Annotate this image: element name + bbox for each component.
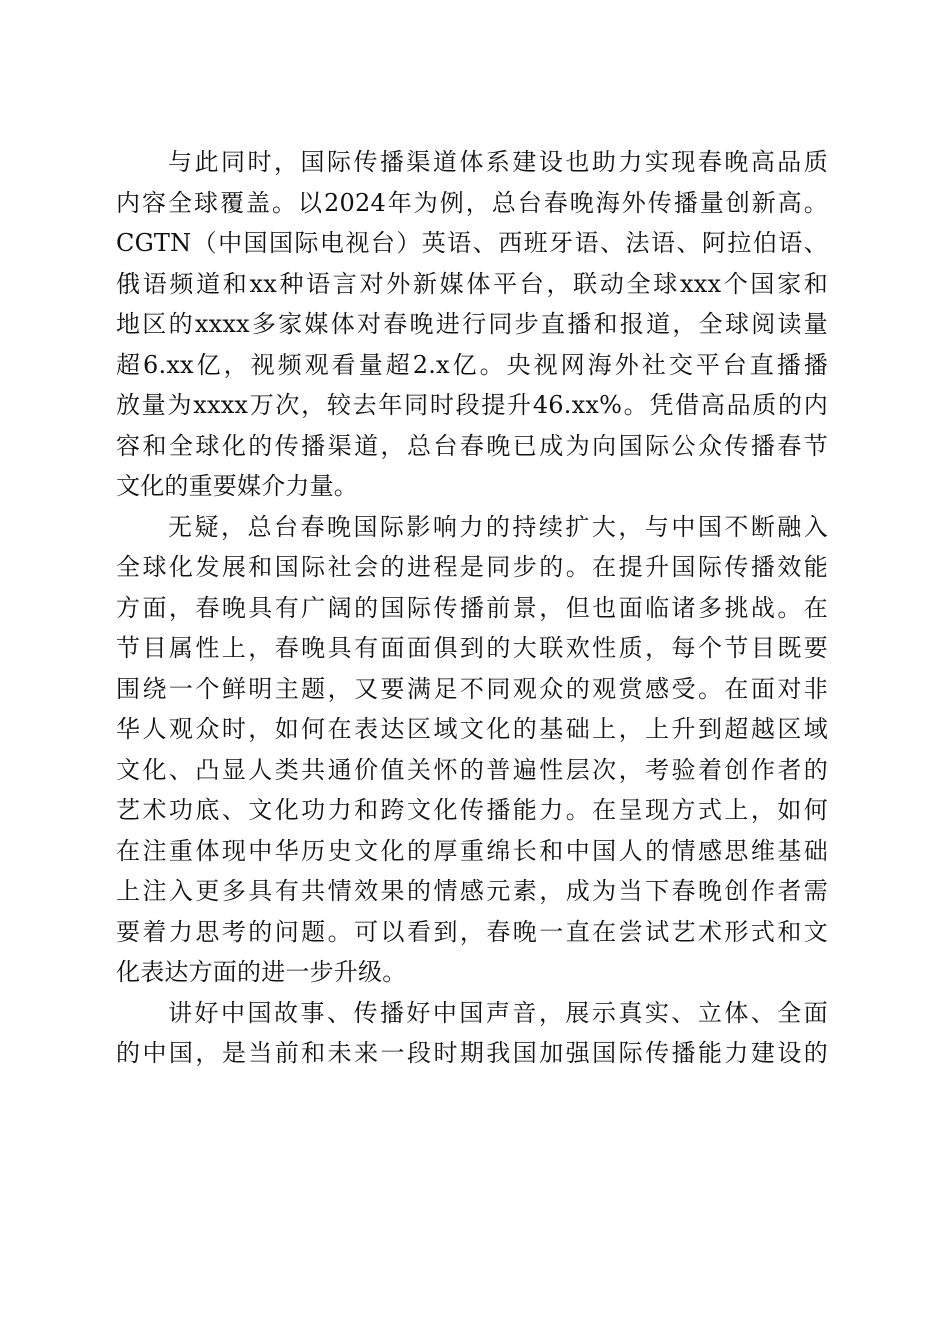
text-line: 上注入更多具有共情效果的情感元素，成为当下春晚创作者需	[116, 877, 828, 905]
text-line: 俄语频道和xx种语言对外新媒体平台，联动全球xxx个国家和	[116, 269, 828, 298]
text-line: 内容全球覆盖。以2024年为例，总台春晚海外传播量创新高。	[116, 188, 828, 217]
text-line: 文化的重要媒介力量。	[116, 472, 358, 500]
text-line: CGTN（中国国际电视台）英语、西班牙语、法语、阿拉伯语、	[116, 229, 828, 257]
paragraph-challenges	[116, 507, 828, 993]
paragraph-international-channels	[116, 142, 828, 507]
text-line: 容和全球化的传播渠道，总台春晚已成为向国际公众传播春节	[116, 431, 828, 460]
text-line: 节目属性上，春晚具有面面俱到的大联欢性质，每个节目既要	[116, 634, 828, 662]
text-line: 的中国，是当前和未来一段时期我国加强国际传播能力建设的	[116, 1039, 828, 1067]
text-line: 要着力思考的问题。可以看到，春晚一直在尝试艺术形式和文	[116, 917, 828, 946]
text-line: 无疑，总台春晚国际影响力的持续扩大，与中国不断融入	[168, 512, 828, 541]
text-line: 与此同时，国际传播渠道体系建设也助力实现春晚高品质	[168, 148, 828, 176]
text-line: 围绕一个鲜明主题，又要满足不同观众的观赏感受。在面对非	[116, 674, 828, 703]
body-text	[116, 142, 828, 1074]
text-line: 超6.xx亿，视频观看量超2.x亿。央视网海外社交平台直播播	[116, 350, 828, 379]
text-line: 讲好中国故事、传播好中国声音，展示真实、立体、全面	[168, 998, 828, 1027]
text-line: 华人观众时，如何在表达区域文化的基础上，上升到超越区域	[116, 715, 828, 743]
text-line: 地区的xxxx多家媒体对春晚进行同步直播和报道，全球阅读量	[116, 310, 828, 338]
text-line: 在注重体现中华历史文化的厚重绵长和中国人的情感思维基础	[116, 836, 828, 865]
text-line: 文化、凸显人类共通价值关怀的普遍性层次，考验着创作者的	[116, 755, 828, 784]
text-line: 全球化发展和国际社会的进程是同步的。在提升国际传播效能	[116, 553, 828, 581]
text-line: 放量为xxxx万次，较去年同时段提升46.xx%。凭借高品质的内	[116, 391, 828, 419]
text-line: 化表达方面的进一步升级。	[116, 958, 407, 986]
paragraph-china-stories	[116, 993, 828, 1074]
text-line: 艺术功底、文化功力和跨文化传播能力。在呈现方式上，如何	[116, 796, 828, 824]
text-line: 方面，春晚具有广阔的国际传播前景，但也面临诸多挑战。在	[116, 593, 828, 622]
